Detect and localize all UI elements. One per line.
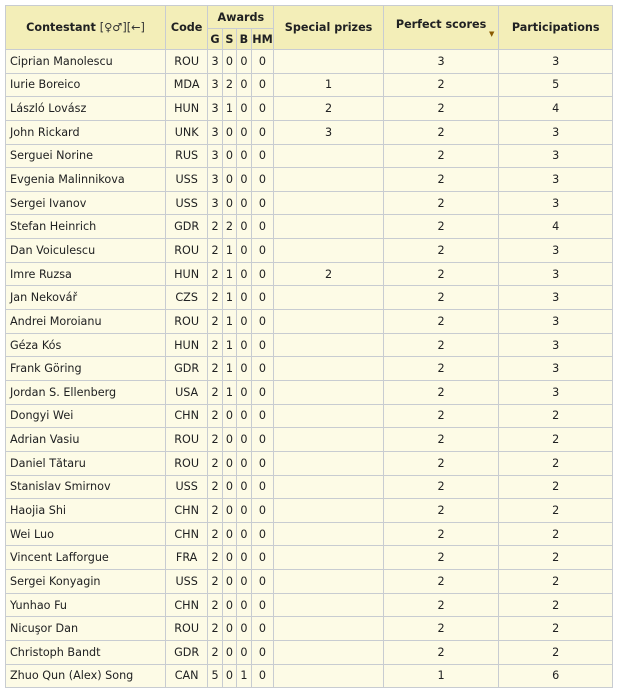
participations-count: 2 xyxy=(499,593,613,617)
honourable-mention-count: 0 xyxy=(251,97,274,121)
perfect-scores-count: 2 xyxy=(383,97,499,121)
country-code: HUN xyxy=(165,333,207,357)
participations-count: 3 xyxy=(499,168,613,192)
table-row xyxy=(6,451,613,475)
perfect-scores-count: 2 xyxy=(383,641,499,665)
gold-count: 2 xyxy=(208,641,222,665)
contestant-name[interactable]: László Lovász xyxy=(6,97,166,121)
contestant-name[interactable]: Géza Kós xyxy=(6,333,166,357)
bronze-count: 0 xyxy=(237,428,251,452)
bronze-count: 0 xyxy=(237,168,251,192)
country-code: USS xyxy=(165,191,207,215)
participations-count: 2 xyxy=(499,522,613,546)
silver-count: 1 xyxy=(222,239,236,263)
gold-count: 5 xyxy=(208,664,222,688)
perfect-scores-count: 2 xyxy=(383,451,499,475)
gold-count: 2 xyxy=(208,239,222,263)
table-row xyxy=(6,475,613,499)
bronze-count: 0 xyxy=(237,73,251,97)
honourable-mention-count: 0 xyxy=(251,546,274,570)
special-prizes-count xyxy=(274,333,383,357)
bronze-count: 0 xyxy=(237,499,251,523)
special-prizes-count xyxy=(274,286,383,310)
country-code: CAN xyxy=(165,664,207,688)
honourable-mention-count: 0 xyxy=(251,168,274,192)
country-code: ROU xyxy=(165,50,207,74)
bronze-count: 0 xyxy=(237,262,251,286)
honourable-mention-count: 0 xyxy=(251,451,274,475)
bronze-count: 0 xyxy=(237,120,251,144)
country-code: USS xyxy=(165,475,207,499)
perfect-scores-count: 2 xyxy=(383,522,499,546)
contestant-name[interactable]: Christoph Bandt xyxy=(6,641,166,665)
table-row xyxy=(6,310,613,334)
honourable-mention-count: 0 xyxy=(251,664,274,688)
contestant-name[interactable]: John Rickard xyxy=(6,120,166,144)
perfect-scores-count: 2 xyxy=(383,144,499,168)
honourable-mention-count: 0 xyxy=(251,286,274,310)
participations-count: 3 xyxy=(499,310,613,334)
participations-count: 2 xyxy=(499,475,613,499)
participations-count: 4 xyxy=(499,215,613,239)
table-row xyxy=(6,617,613,641)
silver-count: 2 xyxy=(222,215,236,239)
silver-count: 0 xyxy=(222,191,236,215)
perfect-scores-count: 2 xyxy=(383,475,499,499)
gold-count: 2 xyxy=(208,570,222,594)
honourable-mention-count: 0 xyxy=(251,310,274,334)
participations-count: 2 xyxy=(499,428,613,452)
participations-count: 3 xyxy=(499,380,613,404)
column-header-awards: Awards xyxy=(208,6,274,29)
country-code: RUS xyxy=(165,144,207,168)
silver-count: 0 xyxy=(222,120,236,144)
contestant-name[interactable]: Ciprian Manolescu xyxy=(6,50,166,74)
special-prizes-count: 2 xyxy=(274,97,383,121)
special-prizes-count xyxy=(274,428,383,452)
perfect-scores-count: 2 xyxy=(383,617,499,641)
country-code: ROU xyxy=(165,310,207,334)
contestant-name[interactable]: Sergei Konyagin xyxy=(6,570,166,594)
contestant-label: Contestant xyxy=(26,21,96,34)
perfect-scores-count: 2 xyxy=(383,310,499,334)
country-code: CHN xyxy=(165,404,207,428)
silver-count: 0 xyxy=(222,451,236,475)
country-code: UNK xyxy=(165,120,207,144)
column-header-contestant[interactable] xyxy=(6,6,166,50)
table-row xyxy=(6,50,613,74)
special-prizes-count xyxy=(274,593,383,617)
gold-count: 2 xyxy=(208,475,222,499)
silver-count: 0 xyxy=(222,144,236,168)
participations-count: 3 xyxy=(499,120,613,144)
table-row xyxy=(6,73,613,97)
silver-count: 1 xyxy=(222,262,236,286)
country-code: GDR xyxy=(165,215,207,239)
contestant-name[interactable]: Sergei Ivanov xyxy=(6,191,166,215)
column-header-participations[interactable]: Participations xyxy=(499,6,613,50)
country-code: CHN xyxy=(165,499,207,523)
special-prizes-count xyxy=(274,570,383,594)
participations-count: 2 xyxy=(499,499,613,523)
perfect-scores-count: 2 xyxy=(383,593,499,617)
participations-count: 3 xyxy=(499,239,613,263)
gold-count: 3 xyxy=(208,50,222,74)
gold-count: 3 xyxy=(208,73,222,97)
gold-count: 3 xyxy=(208,97,222,121)
contestant-name[interactable]: Dongyi Wei xyxy=(6,404,166,428)
honourable-mention-count: 0 xyxy=(251,641,274,665)
silver-count: 0 xyxy=(222,428,236,452)
special-prizes-count xyxy=(274,499,383,523)
honourable-mention-count: 0 xyxy=(251,262,274,286)
honourable-mention-count: 0 xyxy=(251,428,274,452)
table-row xyxy=(6,499,613,523)
special-prizes-count xyxy=(274,239,383,263)
honourable-mention-count: 0 xyxy=(251,475,274,499)
honourable-mention-count: 0 xyxy=(251,144,274,168)
honourable-mention-count: 0 xyxy=(251,593,274,617)
table-row xyxy=(6,522,613,546)
silver-count: 1 xyxy=(222,357,236,381)
silver-count: 0 xyxy=(222,522,236,546)
gold-count: 2 xyxy=(208,357,222,381)
bronze-count: 1 xyxy=(237,664,251,688)
special-prizes-count xyxy=(274,617,383,641)
gold-count: 2 xyxy=(208,262,222,286)
silver-count: 0 xyxy=(222,50,236,74)
honourable-mention-count: 0 xyxy=(251,380,274,404)
country-code: ROU xyxy=(165,239,207,263)
honourable-mention-count: 0 xyxy=(251,73,274,97)
participations-count: 6 xyxy=(499,664,613,688)
honourable-mention-count: 0 xyxy=(251,215,274,239)
gold-count: 2 xyxy=(208,215,222,239)
table-body xyxy=(6,50,613,688)
special-prizes-count xyxy=(274,215,383,239)
participations-count: 3 xyxy=(499,357,613,381)
perfect-scores-count: 2 xyxy=(383,262,499,286)
contestant-name[interactable]: Yunhao Fu xyxy=(6,593,166,617)
contestant-name[interactable]: Jan Nekovář xyxy=(6,286,166,310)
table-row xyxy=(6,262,613,286)
silver-count: 0 xyxy=(222,168,236,192)
perfect-scores-count: 2 xyxy=(383,546,499,570)
table-row xyxy=(6,333,613,357)
special-prizes-count xyxy=(274,357,383,381)
table-row xyxy=(6,239,613,263)
special-prizes-count xyxy=(274,451,383,475)
special-prizes-count xyxy=(274,404,383,428)
special-prizes-count xyxy=(274,475,383,499)
perfect-scores-count: 2 xyxy=(383,191,499,215)
bronze-count: 0 xyxy=(237,50,251,74)
honourable-mention-count: 0 xyxy=(251,50,274,74)
table-row xyxy=(6,97,613,121)
country-code: MDA xyxy=(165,73,207,97)
gold-count: 2 xyxy=(208,333,222,357)
column-header-code[interactable]: Code xyxy=(165,6,207,50)
gold-count: 2 xyxy=(208,380,222,404)
column-header-silver[interactable]: S xyxy=(222,29,236,50)
perfect-scores-label: Perfect scores xyxy=(395,18,487,31)
contestant-name[interactable]: Wei Luo xyxy=(6,522,166,546)
honourable-mention-count: 0 xyxy=(251,522,274,546)
honourable-mention-count: 0 xyxy=(251,120,274,144)
contestant-name[interactable]: Dan Voiculescu xyxy=(6,239,166,263)
special-prizes-count xyxy=(274,310,383,334)
silver-count: 1 xyxy=(222,97,236,121)
gold-count: 2 xyxy=(208,286,222,310)
participations-count: 2 xyxy=(499,546,613,570)
special-prizes-count xyxy=(274,546,383,570)
special-prizes-count: 1 xyxy=(274,73,383,97)
column-header-gold[interactable]: G xyxy=(208,29,222,50)
country-code: ROU xyxy=(165,451,207,475)
participations-count: 2 xyxy=(499,617,613,641)
perfect-scores-count: 2 xyxy=(383,404,499,428)
perfect-scores-count: 2 xyxy=(383,380,499,404)
silver-count: 0 xyxy=(222,570,236,594)
participations-count: 3 xyxy=(499,50,613,74)
perfect-scores-count: 2 xyxy=(383,333,499,357)
bronze-count: 0 xyxy=(237,97,251,121)
perfect-scores-count: 2 xyxy=(383,168,499,192)
contestant-name[interactable]: Frank Göring xyxy=(6,357,166,381)
honourable-mention-count: 0 xyxy=(251,570,274,594)
contestant-name[interactable]: Adrian Vasiu xyxy=(6,428,166,452)
silver-count: 0 xyxy=(222,404,236,428)
silver-count: 1 xyxy=(222,380,236,404)
table-row xyxy=(6,120,613,144)
table-row xyxy=(6,641,613,665)
gold-count: 2 xyxy=(208,451,222,475)
silver-count: 1 xyxy=(222,310,236,334)
country-code: CHN xyxy=(165,522,207,546)
gold-count: 2 xyxy=(208,428,222,452)
country-code: GDR xyxy=(165,641,207,665)
table-row xyxy=(6,215,613,239)
contestant-name[interactable]: Daniel Tătaru xyxy=(6,451,166,475)
perfect-scores-count: 2 xyxy=(383,357,499,381)
participations-count: 2 xyxy=(499,451,613,475)
silver-count: 1 xyxy=(222,333,236,357)
gold-count: 2 xyxy=(208,404,222,428)
bronze-count: 0 xyxy=(237,570,251,594)
participations-count: 3 xyxy=(499,144,613,168)
participations-count: 3 xyxy=(499,262,613,286)
results-table-container xyxy=(5,5,613,688)
participations-count: 2 xyxy=(499,404,613,428)
table-row xyxy=(6,593,613,617)
table-row xyxy=(6,191,613,215)
perfect-scores-count: 2 xyxy=(383,215,499,239)
perfect-scores-count: 2 xyxy=(383,73,499,97)
country-code: CZS xyxy=(165,286,207,310)
bronze-count: 0 xyxy=(237,451,251,475)
country-code: FRA xyxy=(165,546,207,570)
contestant-name[interactable]: Zhuo Qun (Alex) Song xyxy=(6,664,166,688)
silver-count: 0 xyxy=(222,475,236,499)
table-row xyxy=(6,168,613,192)
country-code: ROU xyxy=(165,428,207,452)
special-prizes-count xyxy=(274,144,383,168)
table-header xyxy=(6,6,613,50)
participations-count: 2 xyxy=(499,641,613,665)
special-prizes-count xyxy=(274,641,383,665)
gold-count: 2 xyxy=(208,593,222,617)
table-row xyxy=(6,546,613,570)
contestant-name[interactable]: Haojia Shi xyxy=(6,499,166,523)
silver-count: 1 xyxy=(222,286,236,310)
bronze-count: 0 xyxy=(237,239,251,263)
gold-count: 2 xyxy=(208,310,222,334)
participations-count: 3 xyxy=(499,333,613,357)
contestant-name[interactable]: Andrei Moroianu xyxy=(6,310,166,334)
gold-count: 3 xyxy=(208,120,222,144)
contestant-name[interactable]: Imre Ruzsa xyxy=(6,262,166,286)
honourable-mention-count: 0 xyxy=(251,333,274,357)
bronze-count: 0 xyxy=(237,522,251,546)
contestant-name[interactable]: Vincent Lafforgue xyxy=(6,546,166,570)
honourable-mention-count: 0 xyxy=(251,191,274,215)
gold-count: 3 xyxy=(208,168,222,192)
bronze-count: 0 xyxy=(237,617,251,641)
bronze-count: 0 xyxy=(237,546,251,570)
contestant-name[interactable]: Jordan S. Ellenberg xyxy=(6,380,166,404)
bronze-count: 0 xyxy=(237,380,251,404)
column-header-bronze[interactable]: B xyxy=(237,29,251,50)
bronze-count: 0 xyxy=(237,475,251,499)
country-code: GDR xyxy=(165,357,207,381)
gold-count: 2 xyxy=(208,499,222,523)
contestant-name[interactable]: Stefan Heinrich xyxy=(6,215,166,239)
contestant-name[interactable]: Nicuşor Dan xyxy=(6,617,166,641)
perfect-scores-count: 2 xyxy=(383,499,499,523)
bronze-count: 0 xyxy=(237,404,251,428)
special-prizes-count xyxy=(274,522,383,546)
silver-count: 0 xyxy=(222,499,236,523)
silver-count: 0 xyxy=(222,546,236,570)
country-code: USS xyxy=(165,570,207,594)
bronze-count: 0 xyxy=(237,286,251,310)
gold-count: 2 xyxy=(208,522,222,546)
silver-count: 0 xyxy=(222,664,236,688)
contestant-name[interactable]: Serguei Norine xyxy=(6,144,166,168)
silver-count: 0 xyxy=(222,617,236,641)
table-row xyxy=(6,357,613,381)
contestant-name[interactable]: Evgenia Malinnikova xyxy=(6,168,166,192)
country-code: USS xyxy=(165,168,207,192)
country-code: ROU xyxy=(165,617,207,641)
contestant-name[interactable]: Iurie Boreico xyxy=(6,73,166,97)
perfect-scores-count: 2 xyxy=(383,286,499,310)
table-row xyxy=(6,286,613,310)
table-row xyxy=(6,380,613,404)
special-prizes-count xyxy=(274,50,383,74)
country-code: USA xyxy=(165,380,207,404)
special-prizes-count: 3 xyxy=(274,120,383,144)
perfect-scores-count: 2 xyxy=(383,570,499,594)
participations-count: 5 xyxy=(499,73,613,97)
special-prizes-count xyxy=(274,168,383,192)
silver-count: 0 xyxy=(222,593,236,617)
table-row xyxy=(6,404,613,428)
country-code: HUN xyxy=(165,262,207,286)
honourable-mention-count: 0 xyxy=(251,239,274,263)
participations-count: 3 xyxy=(499,191,613,215)
bronze-count: 0 xyxy=(237,144,251,168)
perfect-scores-count: 2 xyxy=(383,239,499,263)
special-prizes-count xyxy=(274,664,383,688)
participations-count: 3 xyxy=(499,286,613,310)
gold-count: 2 xyxy=(208,546,222,570)
honourable-mention-count: 0 xyxy=(251,499,274,523)
perfect-scores-count: 1 xyxy=(383,664,499,688)
silver-count: 0 xyxy=(222,641,236,665)
results-table xyxy=(5,5,613,688)
silver-count: 2 xyxy=(222,73,236,97)
gold-count: 3 xyxy=(208,191,222,215)
honourable-mention-count: 0 xyxy=(251,357,274,381)
bronze-count: 0 xyxy=(237,593,251,617)
country-code: HUN xyxy=(165,97,207,121)
table-row xyxy=(6,570,613,594)
bronze-count: 0 xyxy=(237,357,251,381)
sort-descending-icon: ▼ xyxy=(488,30,495,38)
sort-controls[interactable]: [♀♂][←] xyxy=(99,21,145,34)
table-row xyxy=(6,664,613,688)
honourable-mention-count: 0 xyxy=(251,617,274,641)
gold-count: 3 xyxy=(208,144,222,168)
column-header-special-prizes[interactable]: Special prizes xyxy=(274,6,383,50)
bronze-count: 0 xyxy=(237,333,251,357)
table-row xyxy=(6,144,613,168)
country-code: CHN xyxy=(165,593,207,617)
table-row xyxy=(6,428,613,452)
perfect-scores-count: 2 xyxy=(383,120,499,144)
column-header-honourable-mention[interactable]: HM xyxy=(251,29,274,50)
bronze-count: 0 xyxy=(237,310,251,334)
column-header-perfect-scores[interactable] xyxy=(383,6,499,50)
bronze-count: 0 xyxy=(237,191,251,215)
contestant-name[interactable]: Stanislav Smirnov xyxy=(6,475,166,499)
participations-count: 4 xyxy=(499,97,613,121)
special-prizes-count: 2 xyxy=(274,262,383,286)
special-prizes-count xyxy=(274,191,383,215)
bronze-count: 0 xyxy=(237,641,251,665)
perfect-scores-count: 2 xyxy=(383,428,499,452)
honourable-mention-count: 0 xyxy=(251,404,274,428)
perfect-scores-count: 3 xyxy=(383,50,499,74)
gold-count: 2 xyxy=(208,617,222,641)
special-prizes-count xyxy=(274,380,383,404)
bronze-count: 0 xyxy=(237,215,251,239)
participations-count: 2 xyxy=(499,570,613,594)
